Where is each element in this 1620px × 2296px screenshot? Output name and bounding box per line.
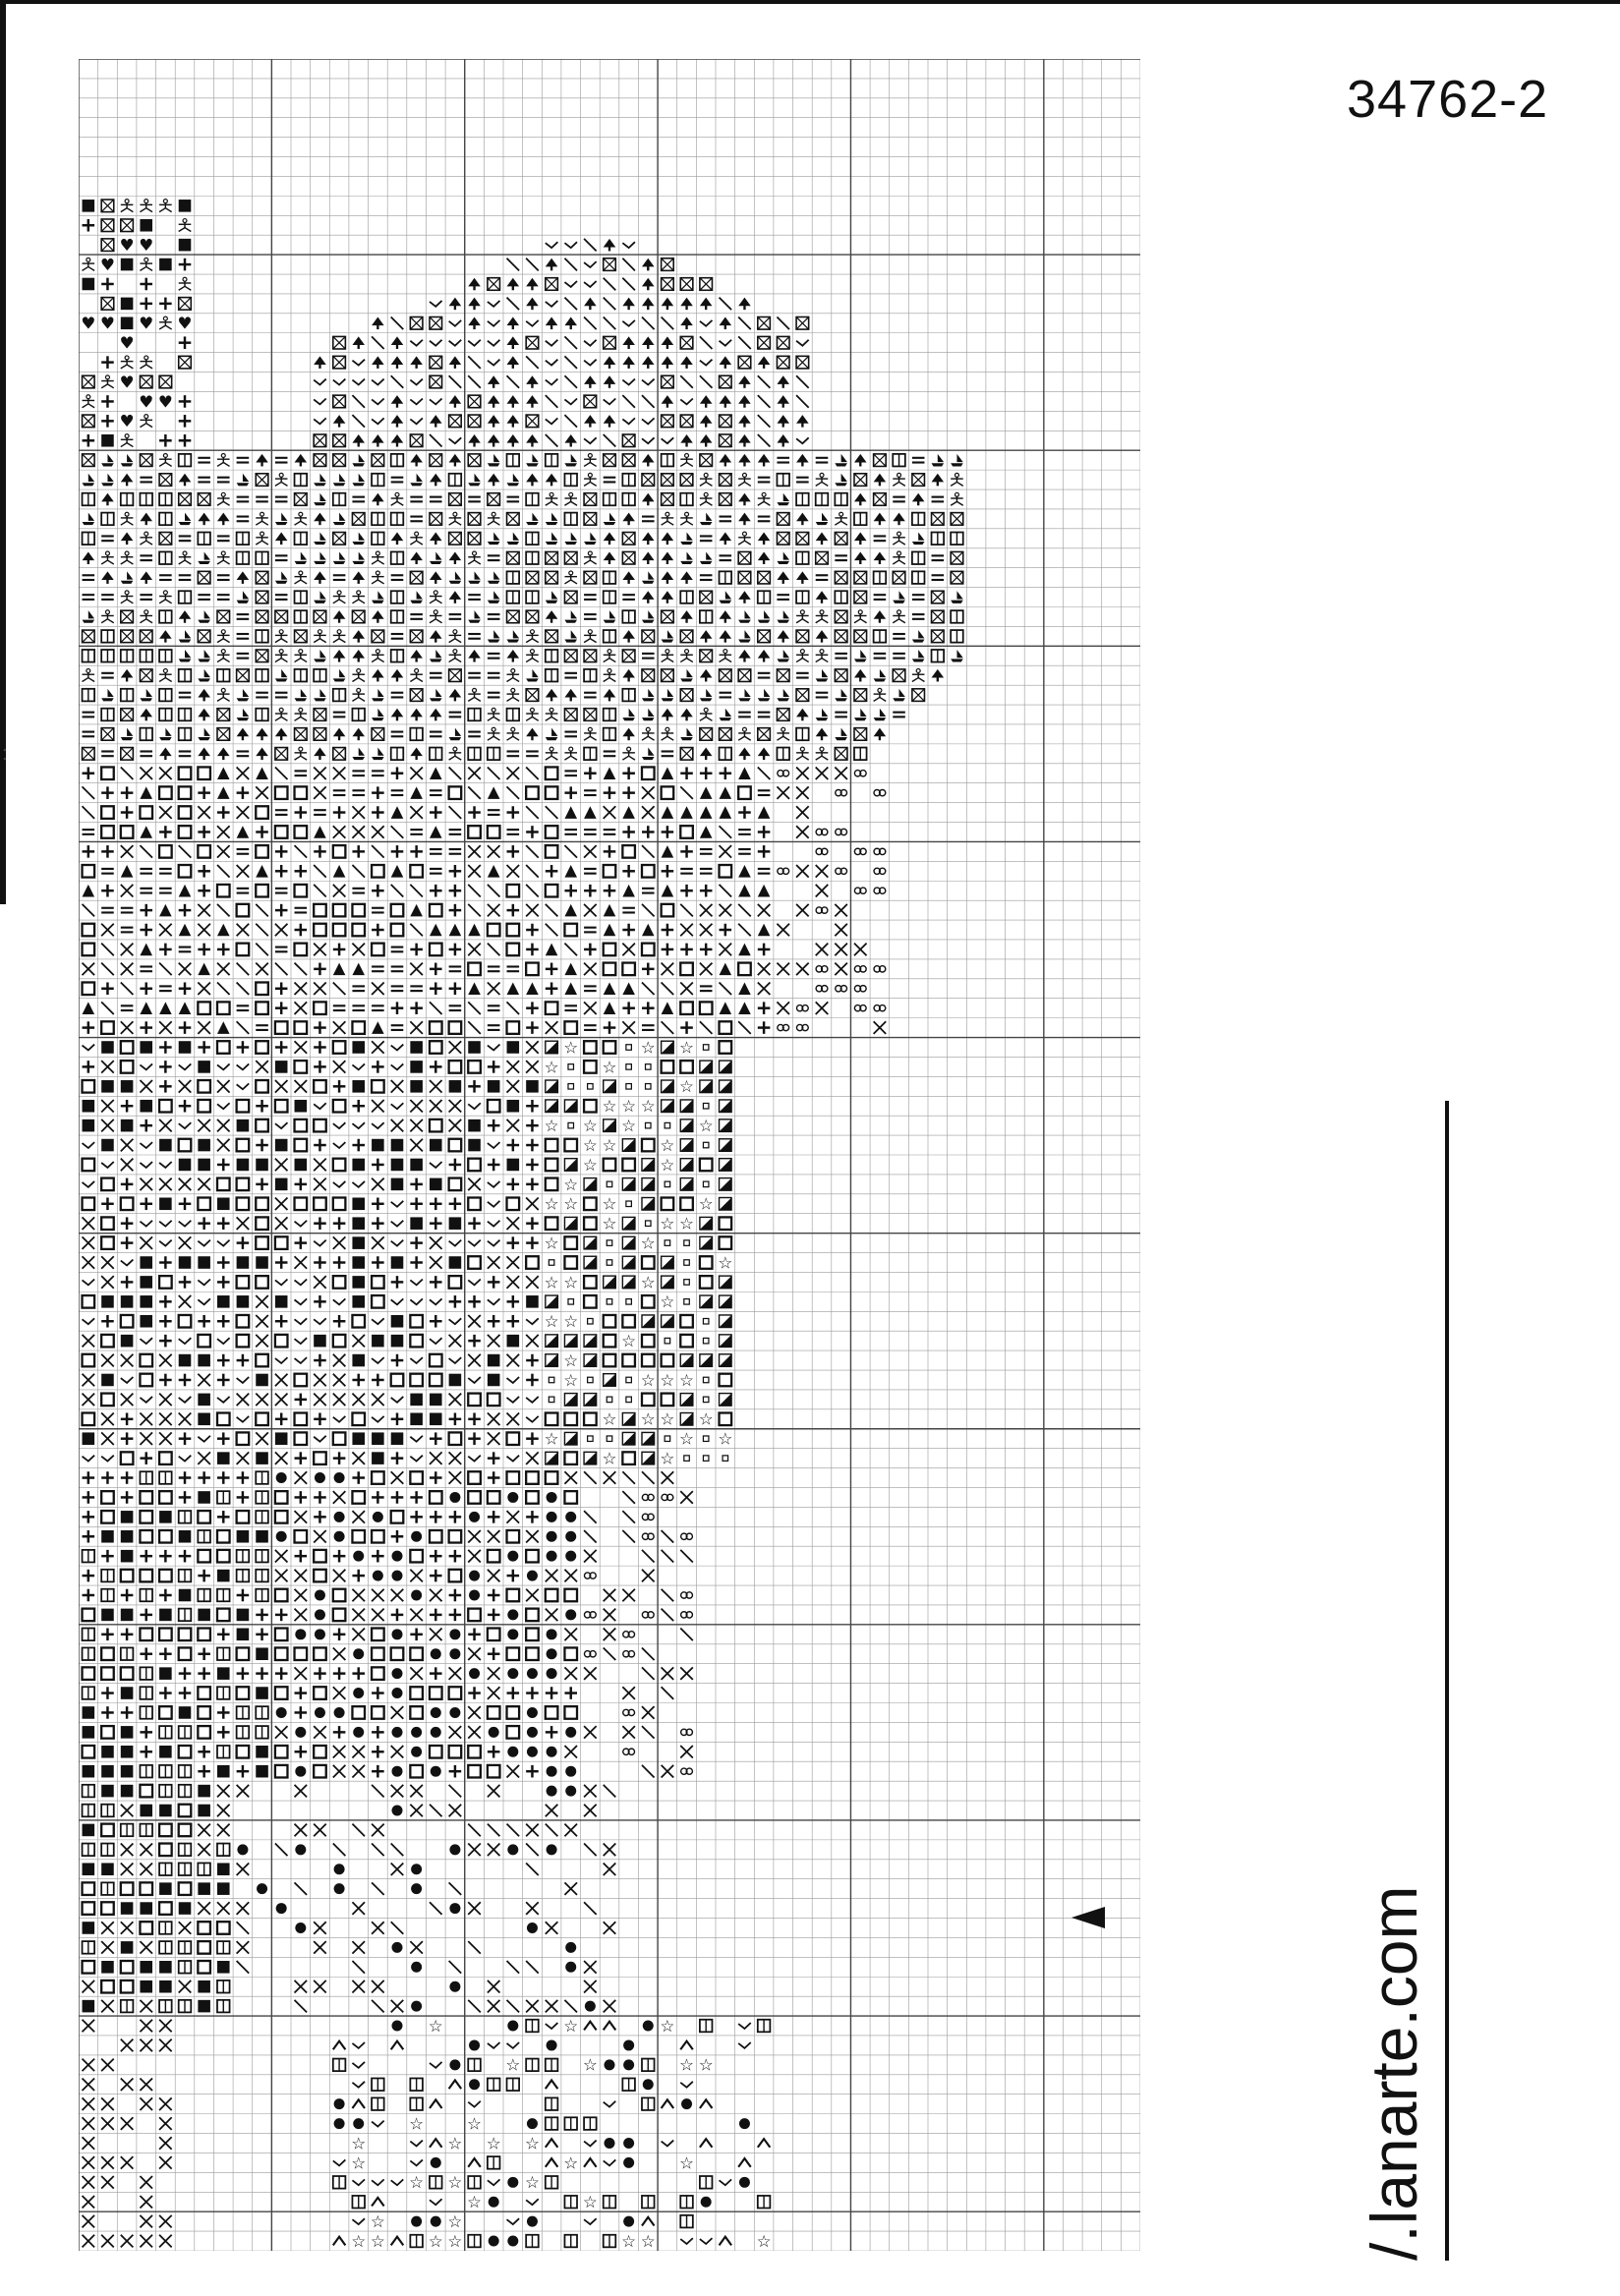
svg-text:☆: ☆ (660, 1292, 675, 1312)
svg-text:☆: ☆ (602, 1058, 617, 1077)
svg-text:♥: ♥ (81, 314, 96, 333)
svg-text:☆: ☆ (640, 1234, 656, 1253)
svg-text:♥: ♥ (119, 236, 135, 256)
top-border-line (0, 0, 1620, 4)
svg-text:☆: ☆ (640, 1097, 656, 1117)
svg-text:♥: ♥ (119, 333, 135, 353)
svg-text:☆: ☆ (660, 1370, 675, 1390)
site-url: /.lanarte.com (1358, 1885, 1430, 2261)
svg-text:♥: ♥ (139, 236, 154, 256)
svg-text:☆: ☆ (718, 1253, 733, 1273)
svg-text:☆: ☆ (660, 1409, 675, 1429)
svg-text:☆: ☆ (563, 1312, 579, 1332)
svg-text:☆: ☆ (640, 1038, 656, 1058)
svg-text:☆: ☆ (660, 1449, 675, 1468)
svg-text:☆: ☆ (563, 1194, 579, 1214)
svg-text:☆: ☆ (563, 1038, 579, 1058)
svg-text:☆: ☆ (602, 1135, 617, 1155)
svg-text:♥: ♥ (119, 373, 135, 392)
svg-text:☆: ☆ (640, 1409, 656, 1429)
svg-text:☆: ☆ (544, 1273, 559, 1292)
svg-text:☆: ☆ (660, 1155, 675, 1175)
margin-mark: : (2, 743, 8, 765)
svg-text:☆: ☆ (679, 1429, 695, 1449)
svg-text:☆: ☆ (640, 1273, 656, 1292)
svg-text:☆: ☆ (621, 1097, 637, 1117)
svg-text:☆: ☆ (544, 1117, 559, 1136)
svg-text:☆: ☆ (563, 1370, 579, 1390)
svg-text:☆: ☆ (698, 1409, 714, 1429)
svg-text:☆: ☆ (602, 1097, 617, 1117)
svg-text:♥: ♥ (99, 255, 115, 274)
svg-text:☆: ☆ (602, 1214, 617, 1234)
url-rule-line (1445, 1101, 1449, 2261)
svg-text:♥: ♥ (157, 392, 173, 412)
stitch-symbols (81, 200, 962, 2251)
svg-text:☆: ☆ (582, 1135, 598, 1155)
cross-stitch-grid (79, 59, 1140, 2251)
svg-text:☆: ☆ (679, 1370, 695, 1390)
svg-text:☆: ☆ (679, 1038, 695, 1058)
svg-text:☆: ☆ (544, 1058, 559, 1077)
svg-text:☆: ☆ (621, 1332, 637, 1351)
svg-text:☆: ☆ (698, 1194, 714, 1214)
svg-text:♥: ♥ (99, 314, 115, 333)
svg-text:☆: ☆ (544, 1234, 559, 1253)
left-border-line (0, 0, 6, 904)
svg-text:☆: ☆ (698, 1117, 714, 1136)
svg-text:☆: ☆ (640, 1370, 656, 1390)
svg-text:☆: ☆ (563, 1273, 579, 1292)
arrow-marker-icon (1071, 1907, 1105, 1928)
svg-text:☆: ☆ (602, 1194, 617, 1214)
svg-text:☆: ☆ (563, 1175, 579, 1194)
svg-text:☆: ☆ (679, 1077, 695, 1097)
svg-text:☆: ☆ (544, 1429, 559, 1449)
svg-text:☆: ☆ (621, 1117, 637, 1136)
svg-text:☆: ☆ (660, 1135, 675, 1155)
svg-text:☆: ☆ (718, 1429, 733, 1449)
svg-text:♥: ♥ (139, 392, 154, 412)
svg-text:☆: ☆ (602, 1409, 617, 1429)
svg-text:♥: ♥ (119, 412, 135, 431)
svg-text:♥: ♥ (177, 314, 193, 333)
svg-text:☆: ☆ (602, 1449, 617, 1468)
svg-text:☆: ☆ (544, 1312, 559, 1332)
svg-text:☆: ☆ (563, 1350, 579, 1370)
svg-text:☆: ☆ (679, 1214, 695, 1234)
svg-text:♥: ♥ (139, 314, 154, 333)
svg-text:☆: ☆ (660, 1214, 675, 1234)
chart-number: 34762-2 (1347, 70, 1549, 129)
svg-text:☆: ☆ (582, 1155, 598, 1175)
svg-text:☆: ☆ (544, 1194, 559, 1214)
svg-text:☆: ☆ (582, 1117, 598, 1136)
cross-stitch-chart (79, 59, 1140, 2251)
